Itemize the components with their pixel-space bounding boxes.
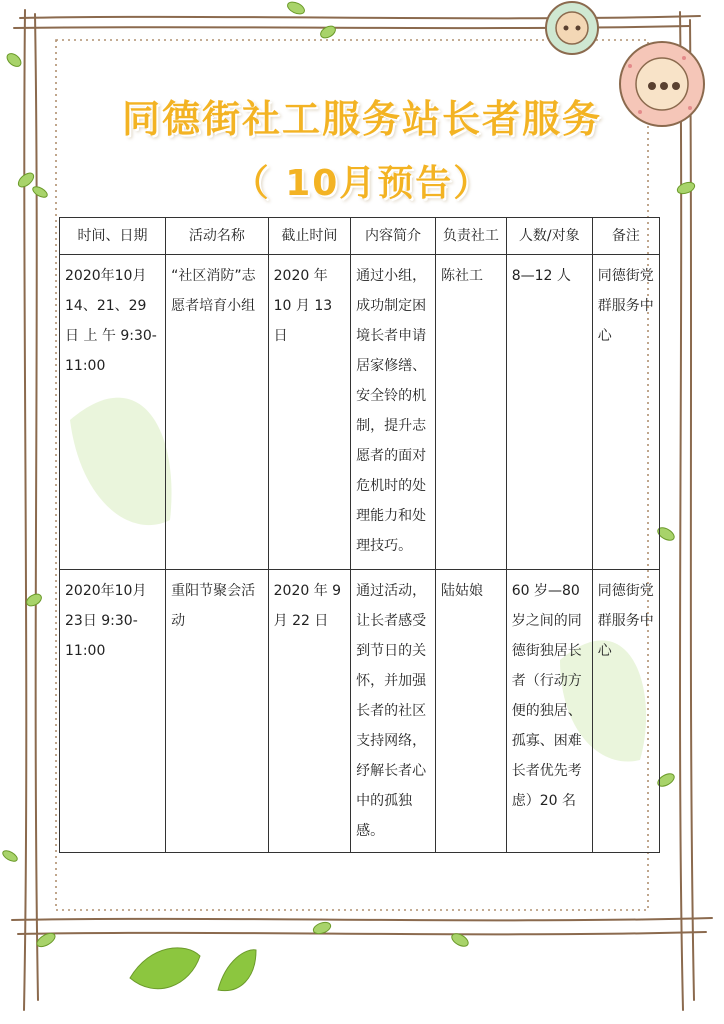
note-cell: 同德街党群服务中心	[592, 570, 659, 853]
page-title: 同德街社工服务站长者服务	[121, 97, 602, 141]
note-cell: 同德街党群服务中心	[592, 255, 659, 570]
deadline-cell: 2020 年 9 月 22 日	[268, 570, 351, 853]
schedule-table	[59, 217, 660, 853]
column-header: 时间、日期	[60, 218, 166, 255]
column-header: 负责社工	[435, 218, 506, 255]
page-subtitle: （ 10月预告）	[232, 163, 492, 204]
activity-name-cell: 重阳节聚会活动	[166, 570, 269, 853]
table-row	[60, 255, 660, 570]
column-header: 截止时间	[268, 218, 351, 255]
activity-name-cell: “社区消防”志愿者培育小组	[166, 255, 269, 570]
content-cell: 通过小组，成功制定困境长者申请居家修缮、安全铃的机制，提升志愿者的面对危机时的处理能力和处理技巧。	[351, 255, 436, 570]
column-header: 活动名称	[166, 218, 269, 255]
participants-cell: 8—12 人	[506, 255, 592, 570]
table-row	[60, 570, 660, 853]
column-header: 人数/对象	[506, 218, 592, 255]
date-cell: 2020年10月23日 9:30-11:00	[60, 570, 166, 853]
social-worker-cell: 陆姑娘	[435, 570, 506, 853]
content-cell: 通过活动，让长者感受到节日的关怀，并加强长者的社区支持网络，纾解长者心中的孤独感。	[351, 570, 436, 853]
date-cell: 2020年10月14、21、29日 上 午 9:30-11:00	[60, 255, 166, 570]
deadline-cell: 2020 年 10 月 13 日	[268, 255, 351, 570]
participants-cell: 60 岁—80 岁之间的同德街独居长者（行动方便的独居、孤寡、困难长者优先考虑）20 名	[506, 570, 592, 853]
column-header: 内容简介	[351, 218, 436, 255]
column-header: 备注	[592, 218, 659, 255]
table-header-row	[60, 218, 660, 255]
social-worker-cell: 陈社工	[435, 255, 506, 570]
